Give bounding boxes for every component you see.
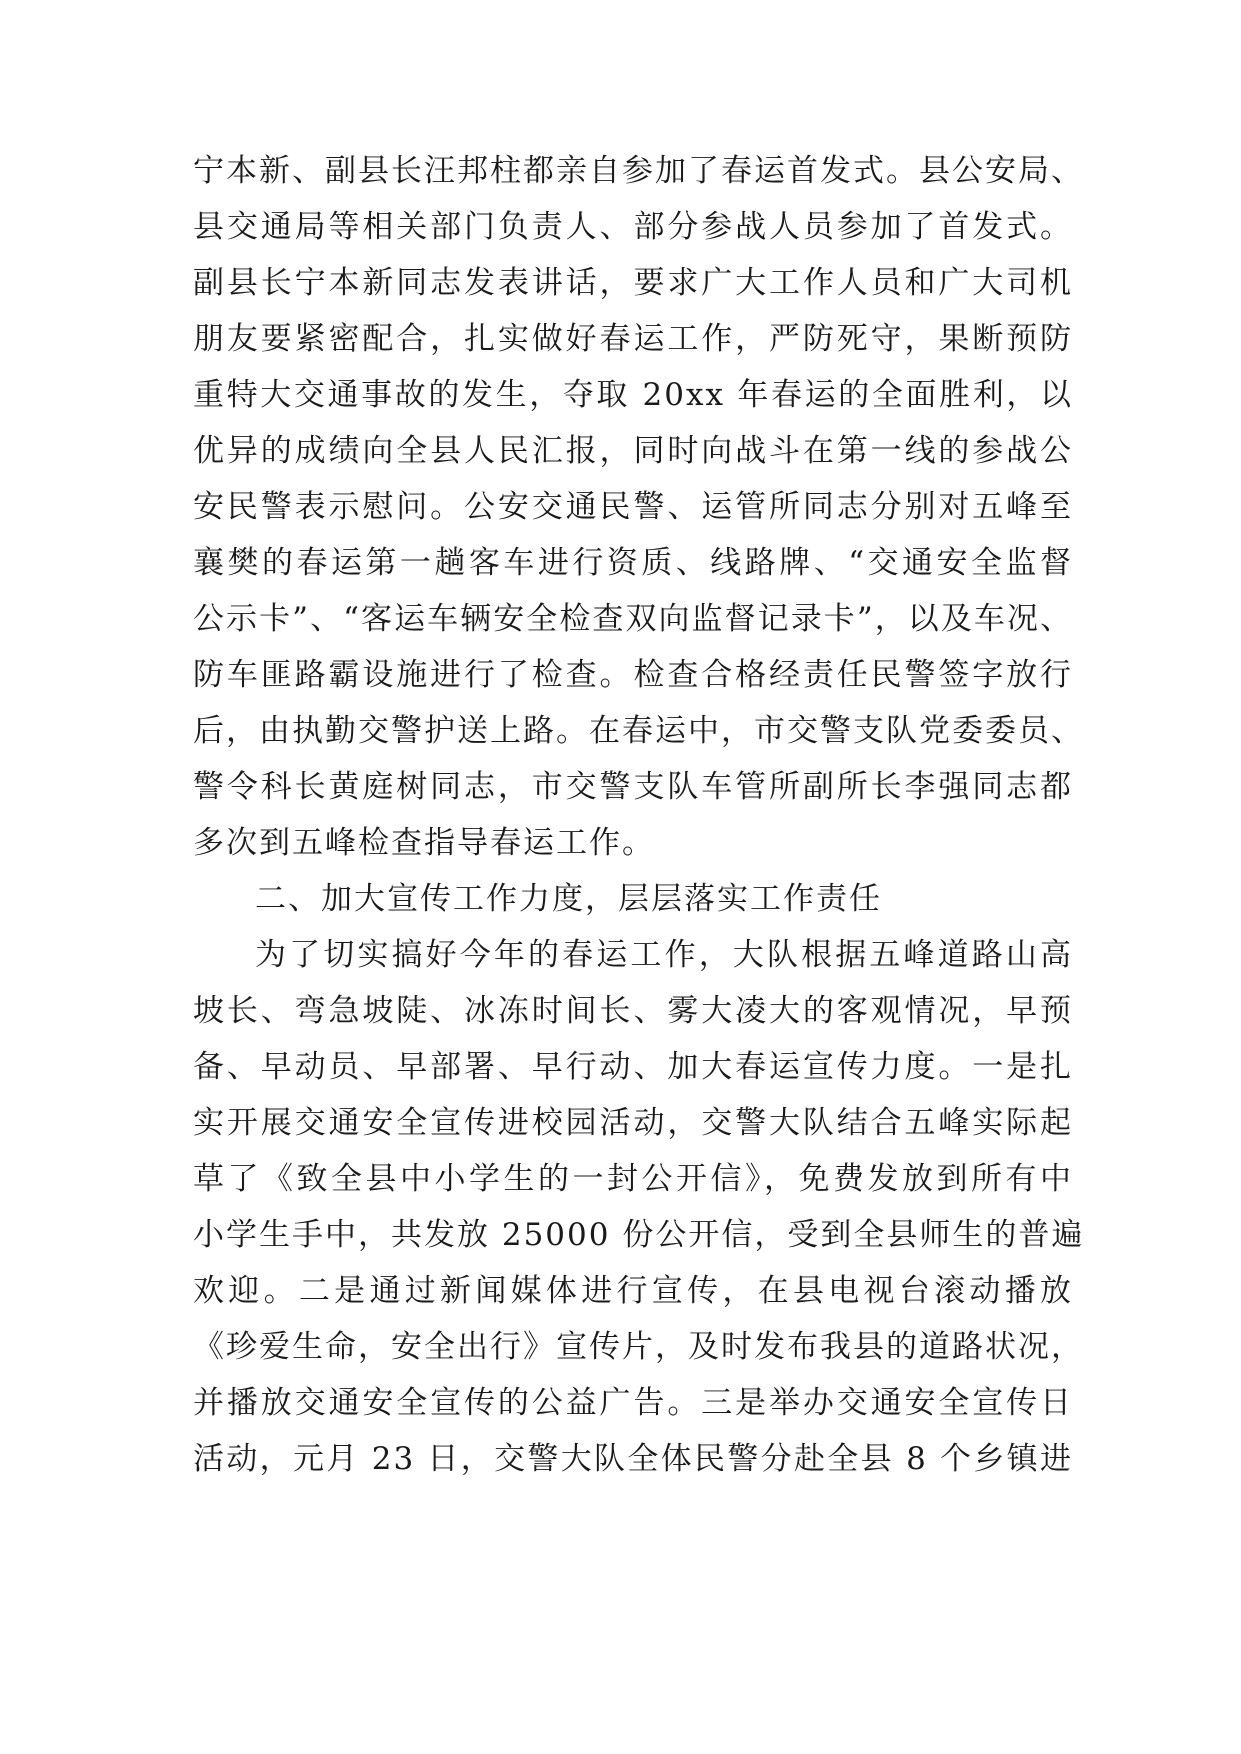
text-line: 副县长宁本新同志发表讲话，要求广大工作人员和广大司机 bbox=[193, 265, 1073, 301]
text-line: 《珍爱生命，安全出行》宣传片，及时发布我县的道路状况， bbox=[193, 1329, 1084, 1365]
text-line: 公示卡”、“客运车辆安全检查双向监督记录卡”，以及车况、 bbox=[193, 601, 1073, 637]
text-line: 活动，元月 23 日，交警大队全体民警分赴全县 8 个乡镇进 bbox=[193, 1441, 1073, 1477]
text-line: 实开展交通安全宣传进校园活动，交警大队结合五峰实际起 bbox=[193, 1105, 1073, 1141]
text-line: 宁本新、副县长汪邦柱都亲自参加了春运首发式。县公安局、 bbox=[193, 153, 1084, 189]
text-line: 安民警表示慰问。公安交通民警、运管所同志分别对五峰至 bbox=[193, 489, 1073, 525]
text-line: 警令科长黄庭树同志，市交警支队车管所副所长李强同志都 bbox=[193, 769, 1073, 805]
text-line: 小学生手中，共发放 25000 份公开信，受到全县师生的普遍 bbox=[193, 1217, 1085, 1253]
text-line: 坡长、弯急坡陡、冰冻时间长、雾大凌大的客观情况，早预 bbox=[193, 993, 1073, 1029]
text-line: 草了《致全县中小学生的一封公开信》，免费发放到所有中 bbox=[193, 1161, 1073, 1197]
document-body bbox=[193, 143, 1085, 1487]
text-line: 并播放交通安全宣传的公益广告。三是举办交通安全宣传日 bbox=[193, 1385, 1073, 1421]
text-line: 朋友要紧密配合，扎实做好春运工作，严防死守，果断预防 bbox=[193, 321, 1073, 357]
paragraph-end-line: 多次到五峰检查指导春运工作。 bbox=[193, 825, 655, 861]
section-heading: 二、加大宣传工作力度，层层落实工作责任 bbox=[255, 881, 882, 917]
text-line: 备、早动员、早部署、早行动、加大春运宣传力度。一是扎 bbox=[193, 1049, 1073, 1085]
text-line: 防车匪路霸设施进行了检查。检查合格经责任民警签字放行 bbox=[193, 657, 1073, 693]
paragraph-first-line: 为了切实搞好今年的春运工作，大队根据五峰道路山高 bbox=[255, 937, 1073, 973]
text-line: 优异的成绩向全县人民汇报，同时向战斗在第一线的参战公 bbox=[193, 433, 1073, 469]
text-line: 县交通局等相关部门负责人、部分参战人员参加了首发式。 bbox=[193, 209, 1073, 245]
text-line: 襄樊的春运第一趟客车进行资质、线路牌、“交通安全监督 bbox=[193, 545, 1073, 581]
text-line: 后，由执勤交警护送上路。在春运中，市交警支队党委委员、 bbox=[193, 713, 1084, 749]
text-line: 欢迎。二是通过新闻媒体进行宣传，在县电视台滚动播放 bbox=[193, 1273, 1073, 1309]
text-line: 重特大交通事故的发生，夺取 20xx 年春运的全面胜利，以 bbox=[193, 377, 1073, 413]
